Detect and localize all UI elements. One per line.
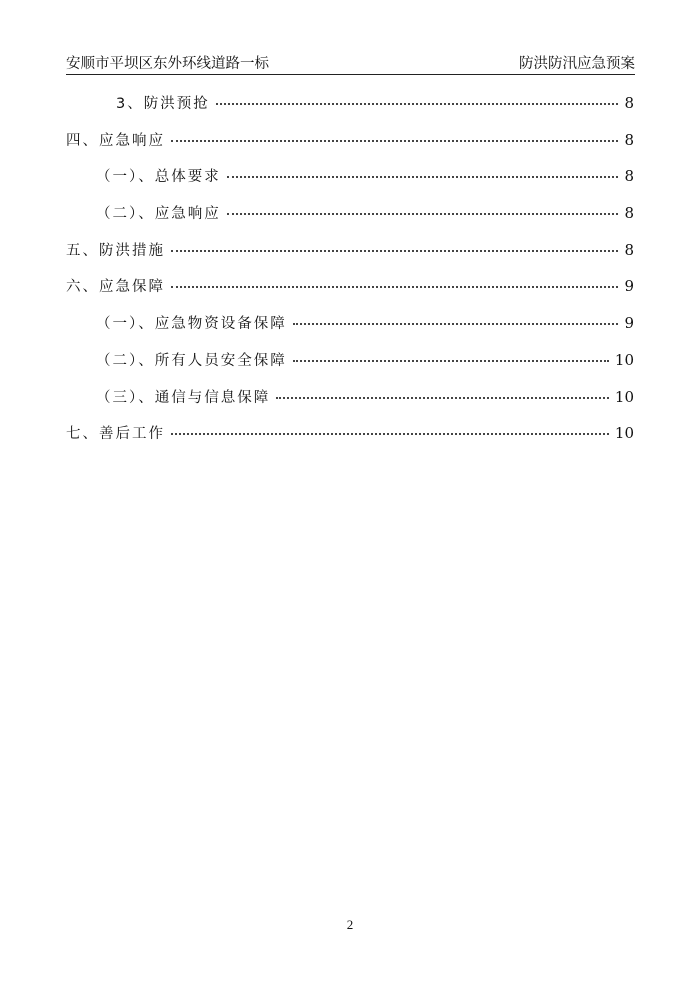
toc-dot-leader	[293, 360, 609, 362]
toc-entry-label: 五、防洪措施	[66, 242, 165, 259]
toc-entry-page: 8	[624, 167, 634, 186]
toc-dot-leader	[171, 286, 618, 288]
toc-entry-page: 8	[624, 240, 634, 259]
toc-entry-label: （二）、所有人员安全保障	[96, 352, 287, 369]
toc-entry-page: 10	[614, 424, 634, 443]
toc-entry[interactable]	[66, 123, 634, 160]
toc-entry-page: 8	[624, 130, 634, 149]
header-divider	[66, 74, 635, 75]
toc-entry[interactable]	[66, 233, 634, 270]
toc-entry-page: 9	[624, 277, 634, 296]
toc-entry[interactable]	[66, 306, 634, 343]
toc-entry-label: 六、应急保障	[66, 279, 165, 296]
toc-entry-label: 七、善后工作	[66, 426, 165, 443]
toc-entry[interactable]	[66, 343, 634, 380]
toc-entry-label: （一）、应急物资设备保障	[96, 316, 287, 333]
toc-entry-label: （一）、总体要求	[96, 169, 221, 186]
toc-entry[interactable]	[66, 86, 634, 123]
toc-entry[interactable]	[66, 380, 634, 417]
toc-dot-leader	[171, 433, 609, 435]
toc-entry-page: 10	[614, 350, 634, 369]
toc-entry-page: 8	[624, 94, 634, 112]
toc-entry[interactable]	[66, 196, 634, 233]
toc-dot-leader	[216, 103, 619, 105]
toc-entry-label: （三）、通信与信息保障	[96, 389, 271, 406]
table-of-contents	[66, 86, 634, 453]
toc-entry-label: （二）、应急响应	[96, 206, 221, 223]
header-document-title: 防洪防汛应急预案	[519, 56, 635, 72]
toc-dot-leader	[227, 213, 619, 215]
toc-entry-page: 8	[624, 204, 634, 223]
toc-dot-leader	[227, 176, 619, 178]
toc-entry-label: 四、应急响应	[66, 132, 165, 149]
page-number: 2	[346, 917, 354, 932]
toc-entry-page: 9	[624, 314, 634, 333]
toc-entry-page: 10	[614, 387, 634, 406]
header-project-title: 安顺市平坝区东外环线道路一标	[66, 56, 269, 72]
page-header	[66, 50, 635, 74]
toc-entry[interactable]	[66, 159, 634, 196]
toc-dot-leader	[293, 323, 619, 325]
toc-entry[interactable]	[66, 416, 634, 453]
toc-entry-label: 3、防洪预抢	[116, 96, 210, 112]
toc-entry[interactable]	[66, 269, 634, 306]
toc-dot-leader	[171, 140, 618, 142]
toc-dot-leader	[276, 397, 609, 399]
toc-dot-leader	[171, 250, 618, 252]
